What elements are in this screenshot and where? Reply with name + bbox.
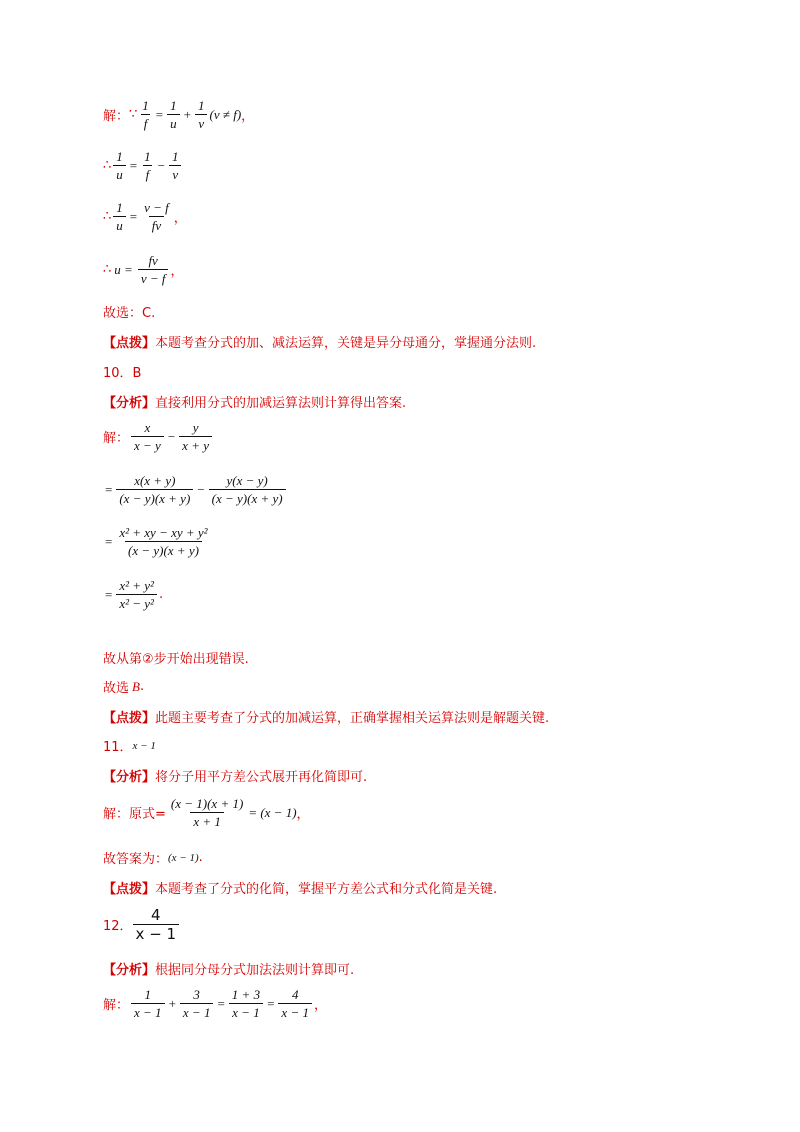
fraction: $\frac{y(x - y)}{(x - y)(x + y)}$ bbox=[209, 473, 286, 506]
analysis-label: 【分析】 bbox=[103, 396, 156, 411]
q11-solution: 解：原式= $\frac{(x - 1)(x + 1)}{x + 1}$ = (x − 1) ， bbox=[103, 796, 310, 829]
analysis-text: 将分子用平方差公式展开再化简即可. bbox=[155, 770, 368, 785]
fraction: $\frac{v - f}{fv}$ bbox=[144, 200, 169, 233]
tip-label: 【点拨】 bbox=[103, 336, 156, 351]
condition: (v ≠ f) bbox=[209, 106, 242, 122]
therefore-symbol: ∴ bbox=[103, 262, 112, 277]
fraction: $\frac{fv}{v - f}$ bbox=[138, 253, 169, 286]
fraction: $\frac{x}{x - y}$ bbox=[131, 420, 164, 453]
fraction: $\frac{\text{x² + xy − xy + y²}}{(x - y)(x + y)}$ bbox=[119, 525, 208, 558]
tip-line-9 bbox=[103, 332, 536, 351]
answer-line-11: 故答案为： (x − 1) . bbox=[103, 850, 203, 867]
analysis-label: 【分析】 bbox=[103, 963, 156, 978]
fraction: $\frac{\text{x² + y²}}{\text{x² − y²}}$ bbox=[116, 578, 157, 611]
choice-text: 故选：C. bbox=[103, 306, 156, 321]
answer-expression: x − 1 bbox=[132, 739, 156, 752]
analysis-label: 【分析】 bbox=[103, 770, 156, 785]
question-number-11: 11． x − 1 bbox=[103, 739, 156, 755]
fraction: $\frac{y}{x + y}$ bbox=[179, 420, 212, 453]
fraction: $\frac{x(x + y)}{(x - y)(x + y)}$ bbox=[116, 473, 193, 506]
q10-step-2: = $\frac{x(x + y)}{(x - y)(x + y)}$ − $\frac{y(x - y)}{(x - y)(x + y)}$ bbox=[103, 473, 288, 506]
sol9-line-4: ∴ u = $\frac{fv}{v - f}$ ， bbox=[103, 253, 184, 286]
q12-solution: 解： $\frac{1}{x - 1}$ + $\frac{3}{x - 1}$ = $\frac{1 + 3}{x - 1}$ = $\frac{4}{x - 1}$ ， bbox=[103, 987, 327, 1020]
analysis-line-10 bbox=[103, 392, 406, 411]
fraction: $\frac{1}{u}$ bbox=[113, 200, 126, 233]
answer-fraction: $\frac{4}{x - 1}$ bbox=[133, 906, 180, 943]
choice-line-10: 故选 B . bbox=[103, 678, 145, 696]
sol9-line-1: 解： ∵ $\frac{1}{f}$ = $\frac{1}{u}$ + $\frac{1}{v}$ (v ≠ f) ， bbox=[103, 98, 255, 131]
fraction: $\frac{1}{u}$ bbox=[113, 149, 126, 182]
tip-line-10 bbox=[103, 707, 549, 726]
fraction: $\frac{1}{f}$ bbox=[142, 98, 149, 131]
fraction: $\frac{(x - 1)(x + 1)}{x + 1}$ bbox=[170, 796, 244, 829]
tip-text: 本题考查分式的加、减法运算，关键是异分母通分，掌握通分法则. bbox=[155, 336, 537, 351]
analysis-line-11 bbox=[103, 766, 367, 785]
analysis-line-12 bbox=[103, 959, 354, 978]
q10-step-1: 解： $\frac{x}{x - y}$ − $\frac{y}{x + y}$ bbox=[103, 420, 214, 453]
fraction: $\frac{3}{x - 1}$ bbox=[180, 987, 214, 1020]
tip-text: 此题主要考查了分式的加减运算，正确掌握相关运算法则是解题关键. bbox=[155, 711, 550, 726]
fraction: $\frac{1}{v}$ bbox=[195, 98, 208, 131]
tip-label: 【点拨】 bbox=[103, 882, 156, 897]
because-symbol: ∵ bbox=[129, 107, 138, 122]
fraction: $\frac{1}{u}$ bbox=[167, 98, 180, 131]
q10-step-4: = $\frac{\text{x² + y²}}{\text{x² − y²}}$ . bbox=[105, 578, 164, 611]
q10-step-3: = $\frac{\text{x² + xy − xy + y²}}{(x - y)(x + y)}$ bbox=[103, 525, 213, 558]
sol9-line-3: ∴ $\frac{1}{u}$ = $\frac{v - f}{fv}$ ， bbox=[103, 200, 187, 233]
question-number-12: 12． $\frac{4}{x - 1}$ bbox=[103, 906, 179, 943]
therefore-symbol: ∴ bbox=[103, 209, 112, 224]
analysis-text: 根据同分母分式加法法则计算即可. bbox=[155, 963, 355, 978]
question-number-10: 10．B bbox=[103, 366, 142, 381]
fraction: $\frac{1}{v}$ bbox=[169, 149, 182, 182]
fraction: $\frac{1 + 3}{x - 1}$ bbox=[229, 987, 263, 1020]
solution-prefix: 解： bbox=[103, 109, 130, 124]
fraction: $\frac{1}{x - 1}$ bbox=[131, 987, 165, 1020]
error-text: 故从第②步开始出现错误. bbox=[103, 652, 249, 667]
tip-label: 【点拨】 bbox=[103, 711, 156, 726]
fraction: $\frac{1}{f}$ bbox=[144, 149, 151, 182]
fraction: $\frac{4}{x - 1}$ bbox=[278, 987, 312, 1020]
therefore-symbol: ∴ bbox=[103, 158, 112, 173]
tip-line-11 bbox=[103, 878, 497, 897]
sol9-line-2: ∴ $\frac{1}{u}$ = $\frac{1}{f}$ − $\frac{1}{v}$ bbox=[103, 149, 183, 182]
analysis-text: 直接利用分式的加减运算法则计算得出答案. bbox=[155, 396, 407, 411]
tip-text: 本题考查了分式的化简，掌握平方差公式和分式化简是关键. bbox=[155, 882, 498, 897]
